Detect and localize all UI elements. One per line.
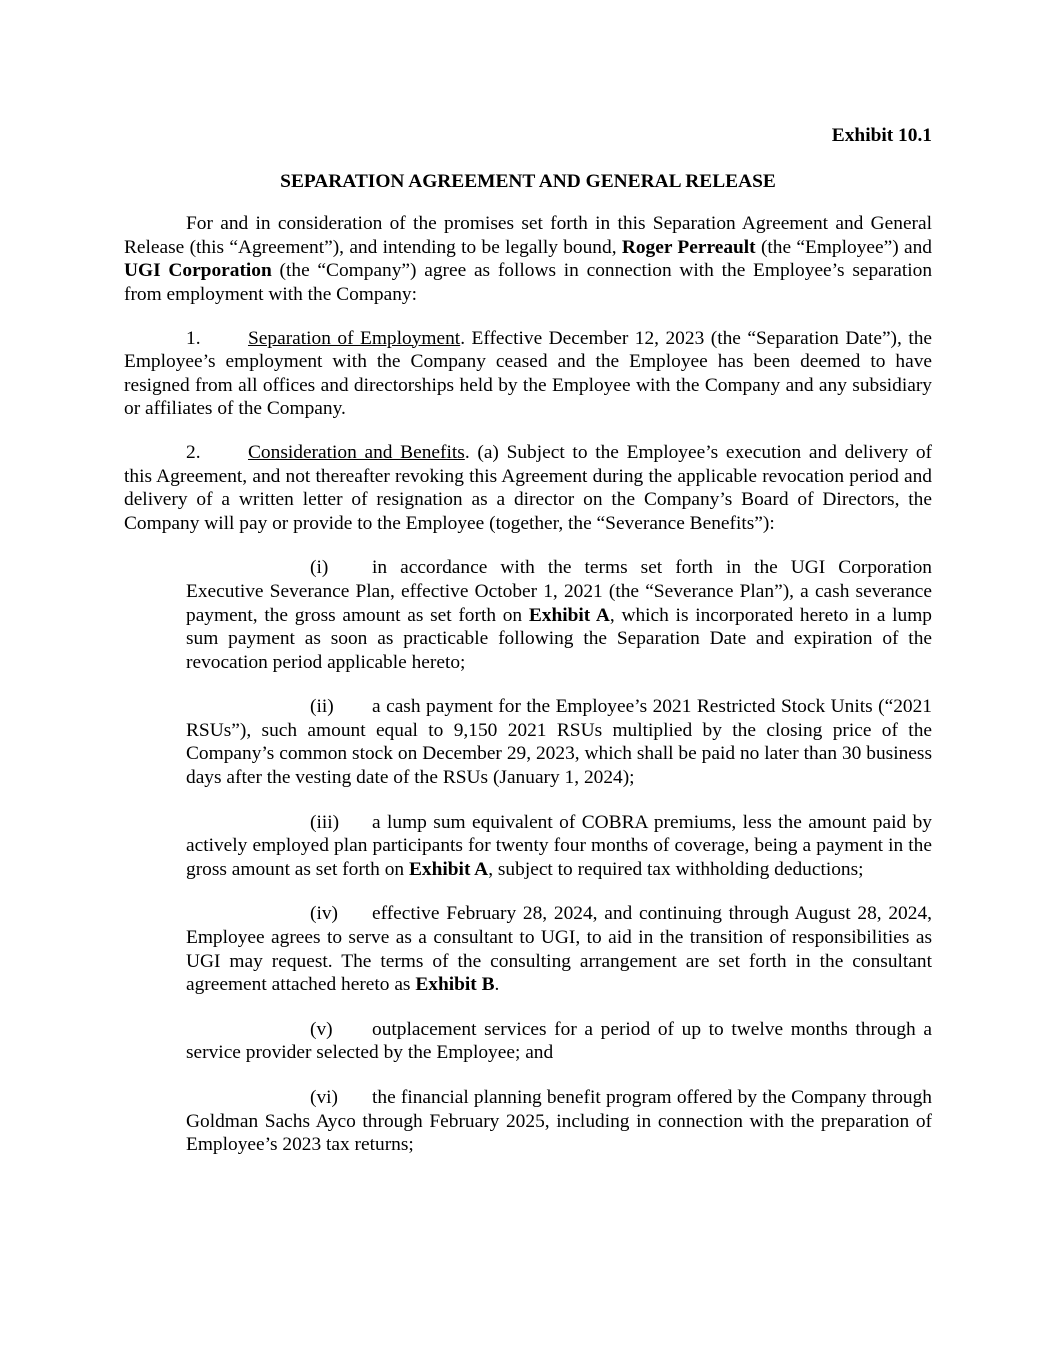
section-1-number: 1. (186, 327, 201, 349)
item-exhibit-ref: Exhibit A (408, 858, 489, 880)
section-2-number: 2. (186, 441, 201, 463)
section-2-paragraph (124, 441, 932, 535)
item-exhibit-ref: Exhibit A (528, 604, 610, 626)
item-text: effective February 28, 2024, and continuing through August 28, 2024, Employee agrees to serve as a consultant to UGI, to aid in the transition of responsibilities as UGI may request. The terms of the consulting arrangement are set forth in the consultant agreement attached hereto as (186, 903, 932, 996)
item-number: (i) (310, 557, 329, 579)
benefit-item-v (186, 1018, 932, 1065)
intro-text-1: For and in consideration of the promises set forth in this Separation Agreement and General Release (this “Agreement”), and intending to be legally bound, (124, 213, 932, 258)
intro-text-3: (the “Company”) agree as follows in connection with the Employee’s separation from employment with the Company: (124, 260, 933, 305)
section-2-heading: Consideration and Benefits (248, 441, 465, 463)
item-text: in accordance with the terms set forth in the UGI Corporation Executive Severance Plan, effective October 1, 2021 (the “Severance Plan”), a cash severance payment, the gross amount as set forth on (186, 557, 932, 626)
item-number: (v) (310, 1018, 333, 1040)
item-number: (iii) (310, 811, 340, 833)
item-text-tail: , subject to required tax withholding deductions; (488, 858, 864, 880)
benefit-item-iv (186, 902, 932, 996)
item-text: outplacement services for a period of up to twelve months through a service provider selected by the Employee; and (186, 1018, 932, 1064)
benefit-item-iii (186, 811, 932, 882)
benefit-item-vi (186, 1086, 932, 1157)
item-number: (vi) (310, 1087, 338, 1108)
benefit-item-ii (186, 695, 932, 789)
item-number: (iv) (310, 903, 338, 925)
item-text-tail: , which is incorporated hereto in a lump sum payment as soon as practicable following the Separation Date and expiration of the revocation period applicable hereto; (186, 604, 932, 673)
item-text-tail: . (494, 974, 500, 996)
item-number: (ii) (310, 696, 334, 718)
item-text: a lump sum equivalent of COBRA premiums, less the amount paid by actively employed plan participants for twenty four months of coverage, being a payment in the gross amount as set forth on (186, 811, 932, 880)
benefit-item-i (186, 556, 932, 674)
item-text: the financial planning benefit program offered by the Company through Goldman Sachs Ayco through February 2025, including in connection with the preparation of Employee’s 2023 tax returns; (186, 1087, 932, 1156)
section-1-body: . Effective December 12, 2023 (the “Separation Date”), the Employee’s employment with the Company ceased and the Employee has been deemed to have resigned from all offices and directorships held by the Employee with the Company and any subsidiary or affiliates of the Company. (124, 327, 933, 420)
section-1-heading: Separation of Employment (248, 327, 461, 349)
document-title: SEPARATION AGREEMENT AND GENERAL RELEASE (280, 170, 776, 192)
intro-paragraph (124, 212, 932, 306)
company-name: UGI Corporation (124, 260, 272, 282)
section-1-paragraph (124, 327, 932, 421)
item-text: a cash payment for the Employee’s 2021 Restricted Stock Units (“2021 RSUs”), such amount equal to 9,150 2021 RSUs multiplied by the closing price of the Company’s common stock on December 29, 2023, which shall be paid no later than 30 business days after the vesting date of the RSUs (January 1, 2024); (186, 696, 932, 789)
section-2-body: . (a) Subject to the Employee’s execution and delivery of this Agreement, and not thereafter revoking this Agreement during the applicable revocation period and delivery of a written letter of resignation as a director on the Company’s Board of Directors, the Company will pay or provide to the Employee (together, the “Severance Benefits”): (124, 441, 932, 534)
document-page (124, 124, 932, 1157)
intro-text-2: (the “Employee”) and (755, 236, 932, 258)
item-exhibit-ref: Exhibit B (415, 974, 495, 996)
exhibit-label: Exhibit 10.1 (831, 125, 932, 146)
employee-name: Roger Perreault (621, 236, 756, 258)
